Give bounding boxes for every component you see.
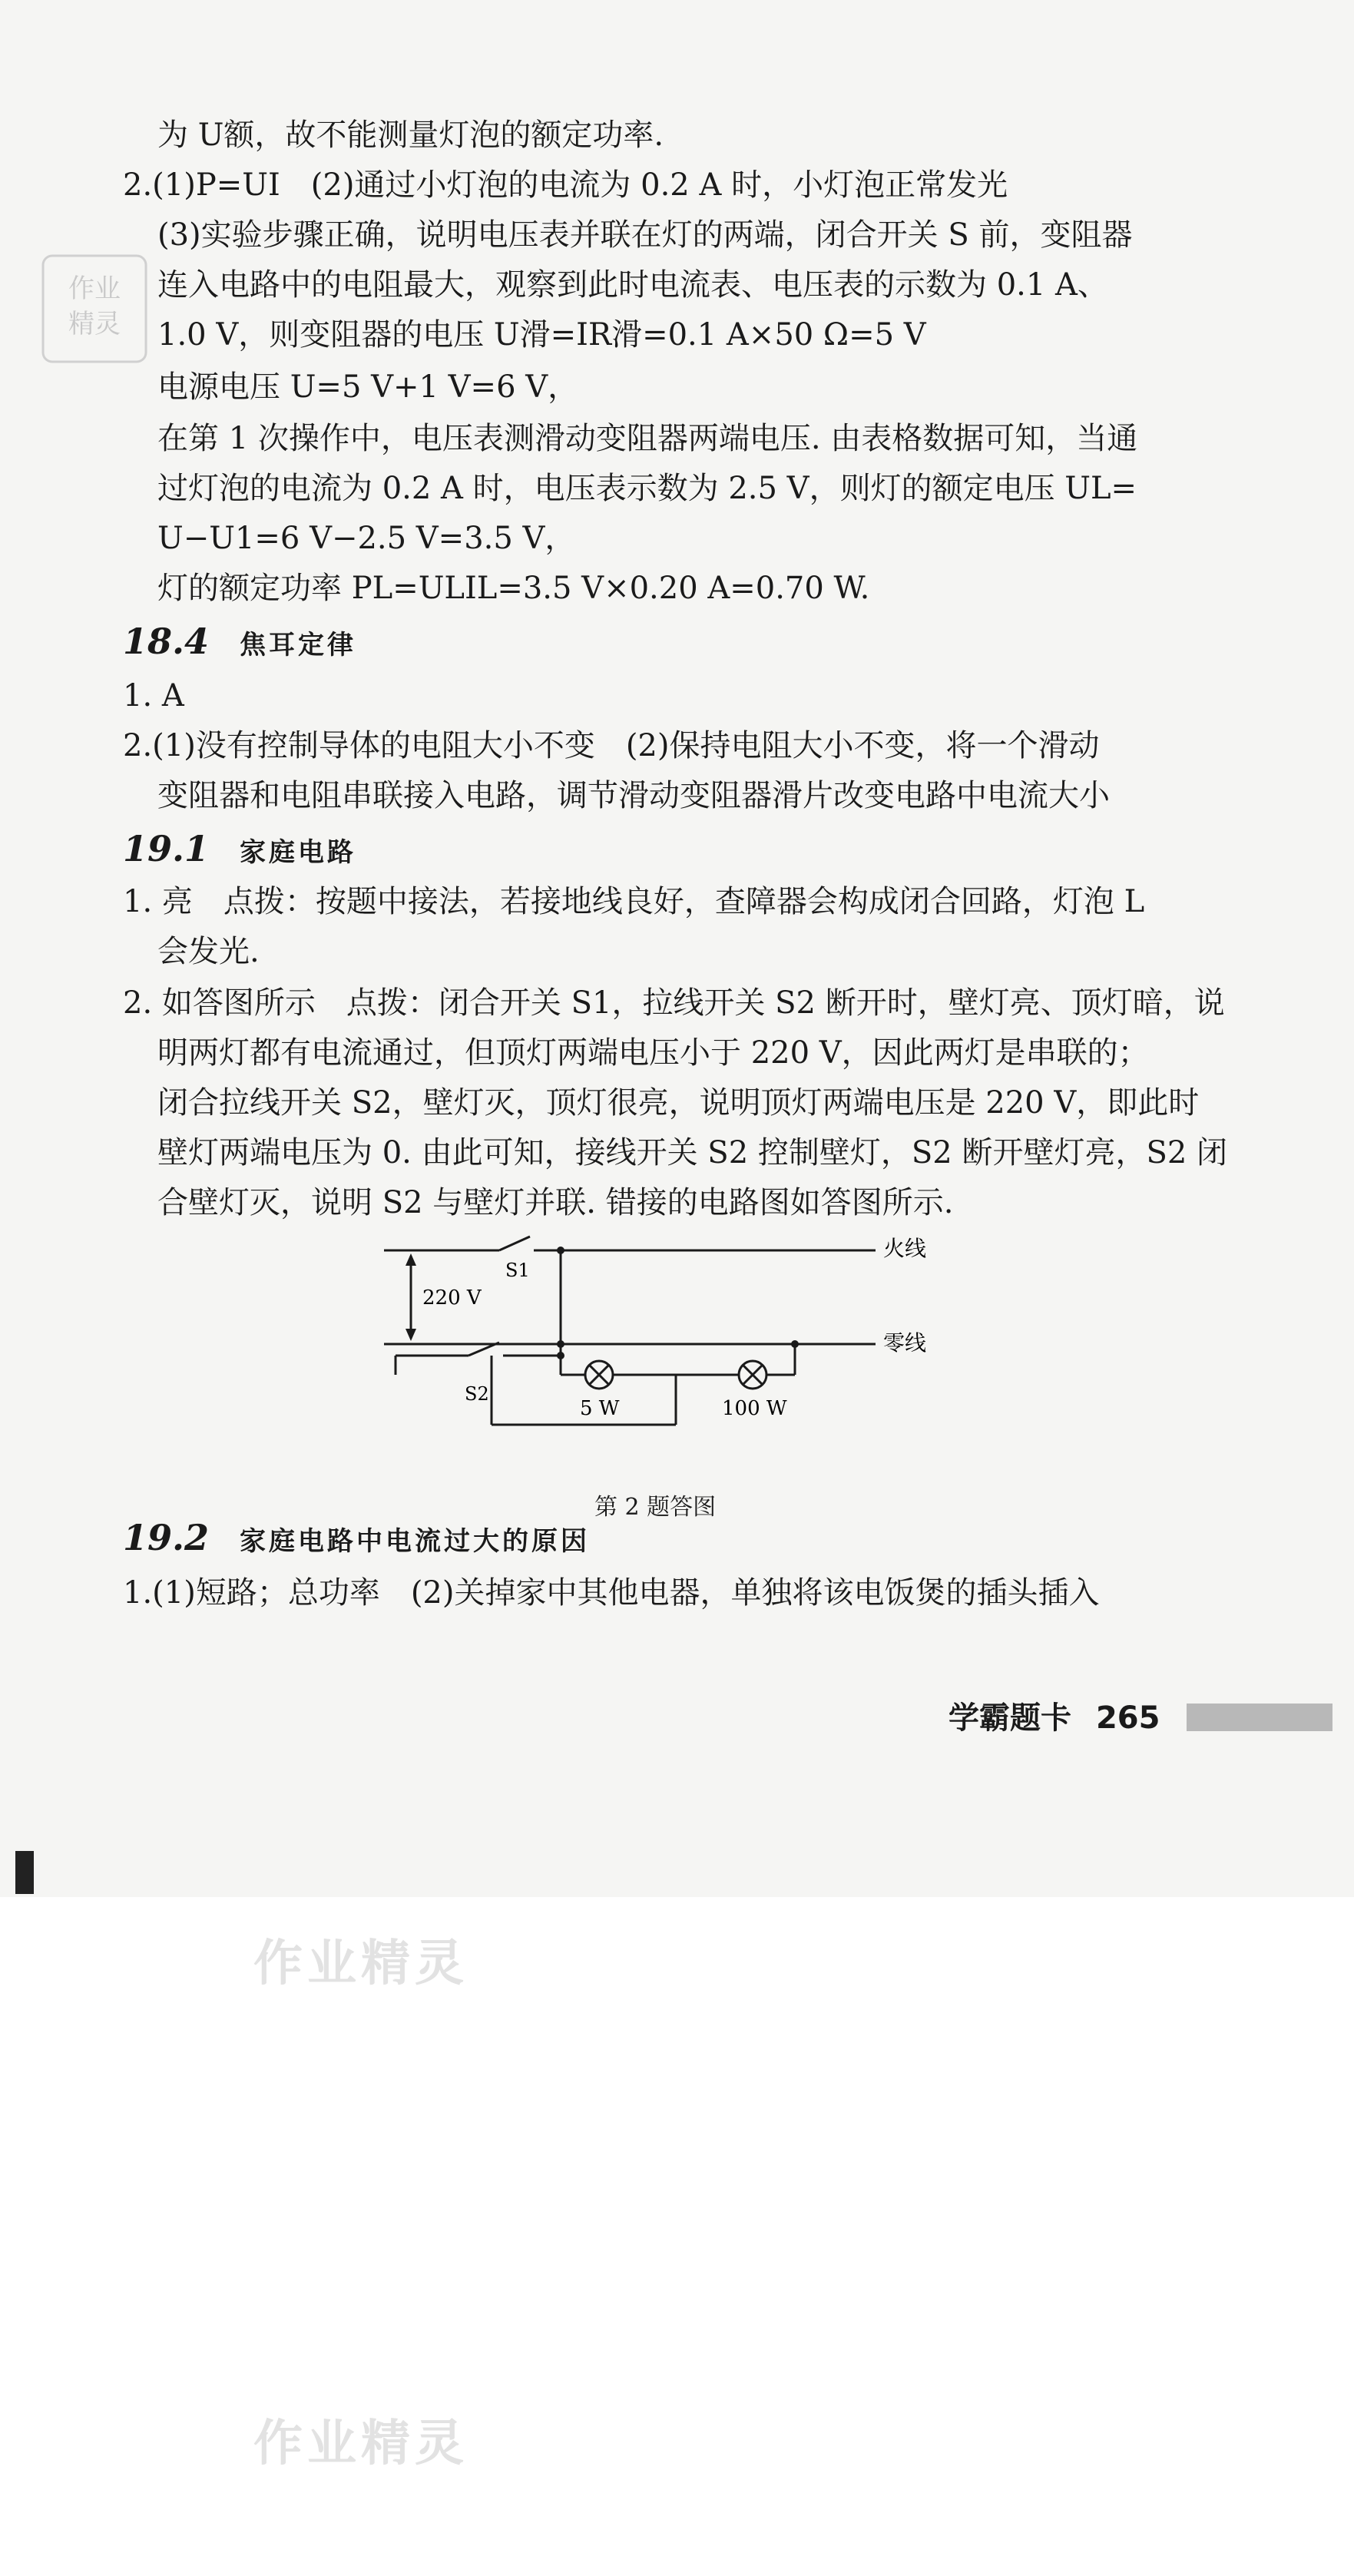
stamp-logo <box>37 250 152 369</box>
zero-line-label: 零线 <box>883 1330 927 1356</box>
figure-caption: 第 2 题答图 <box>594 1494 717 1521</box>
svg-text:作业: 作业 <box>68 273 121 304</box>
watermark-2: 作业精灵 <box>253 2415 468 2472</box>
svg-text:精灵: 精灵 <box>68 309 121 339</box>
section-number: 19.1 <box>123 828 210 869</box>
text-line-2: 2.(1)P=UI (2)通过小灯泡的电流为 0.2 A 时，小灯泡正常发光 <box>123 167 1008 203</box>
text-line-13: 变阻器和电阻串联接入电路，调节滑动变阻器滑片改变电路中电流大小 <box>157 778 1110 813</box>
page-number: 265 <box>1095 1700 1160 1736</box>
text-line-5: 1.0 V，则变阻器的电压 U滑=IR滑=0.1 A×50 Ω=5 V <box>157 317 926 353</box>
switch-s1 <box>499 1237 530 1250</box>
text-line-7: 在第 1 次操作中，电压表测滑动变阻器两端电压. 由表格数据可知，当通 <box>157 421 1138 456</box>
section-title: 焦耳定律 <box>240 630 357 661</box>
text-line-9: U−U1=6 V−2.5 V=3.5 V， <box>157 521 576 556</box>
section-number: 19.2 <box>123 1517 210 1558</box>
section-19-1 <box>123 828 356 869</box>
circuit-diagram <box>369 1221 983 1475</box>
s1-label: S1 <box>505 1260 530 1281</box>
text-line-10: 灯的额定功率 PL=ULIL=3.5 V×0.20 A=0.70 W. <box>157 571 870 606</box>
footer-bar <box>1187 1704 1332 1731</box>
watermark-1: 作业精灵 <box>253 1935 468 1992</box>
text-line-3: (3)实验步骤正确，说明电压表并联在灯的两端，闭合开关 S 前，变阻器 <box>157 217 1133 253</box>
text-line-1: 为 U额，故不能测量灯泡的额定功率. <box>157 118 664 153</box>
section-title: 家庭电路 <box>240 837 357 868</box>
text-line-12: 2.(1)没有控制导体的电阻大小不变 (2)保持电阻大小不变，将一个滑动 <box>123 728 1100 763</box>
text-line-8: 过灯泡的电流为 0.2 A 时，电压表示数为 2.5 V，则灯的额定电压 UL= <box>157 471 1137 506</box>
text-line-18: 闭合拉线开关 S2，壁灯灭，顶灯很亮，说明顶灯两端电压是 220 V，即此时 <box>157 1085 1200 1121</box>
footer-label: 学霸题卡 <box>948 1700 1071 1736</box>
lamp-100w-label: 100 W <box>722 1397 787 1420</box>
text-line-16: 2. 如答图所示 点拨：闭合开关 S1，拉线开关 S2 断开时，壁灯亮、顶灯暗，说 <box>123 985 1225 1021</box>
s2-label: S2 <box>465 1383 489 1405</box>
corner-mark <box>15 1851 34 1894</box>
text-line-20: 合壁灯灭，说明 S2 与壁灯并联. 错接的电路图如答图所示. <box>157 1185 954 1220</box>
text-line-19: 壁灯两端电压为 0. 由此可知，接线开关 S2 控制壁灯，S2 断开壁灯亮，S2 闭 <box>157 1135 1228 1170</box>
text-line-17: 明两灯都有电流通过，但顶灯两端电压小于 220 V，因此两灯是串联的； <box>157 1035 1149 1071</box>
text-line-4: 连入电路中的电阻最大，观察到此时电流表、电压表的示数为 0.1 A、 <box>157 267 1108 303</box>
text-line-11: 1. A <box>123 678 184 714</box>
lamp-5w-label: 5 W <box>580 1397 620 1420</box>
text-line-15: 会发光. <box>157 934 260 969</box>
section-18-4 <box>123 621 356 662</box>
text-line-14: 1. 亮 点拨：按题中接法，若接地线良好，查障器会构成闭合回路，灯泡 L <box>123 884 1145 919</box>
fire-line-label: 火线 <box>883 1236 927 1261</box>
text-line-21: 1.(1)短路；总功率 (2)关掉家中其他电器，单独将该电饭煲的插头插入 <box>123 1575 1100 1611</box>
text-line-6: 电源电压 U=5 V+1 V=6 V， <box>157 369 579 405</box>
footer <box>948 1694 1160 1737</box>
section-19-2 <box>123 1517 590 1558</box>
section-title: 家庭电路中电流过大的原因 <box>240 1526 591 1557</box>
voltage-label: 220 V <box>422 1286 482 1310</box>
section-number: 18.4 <box>123 621 210 662</box>
